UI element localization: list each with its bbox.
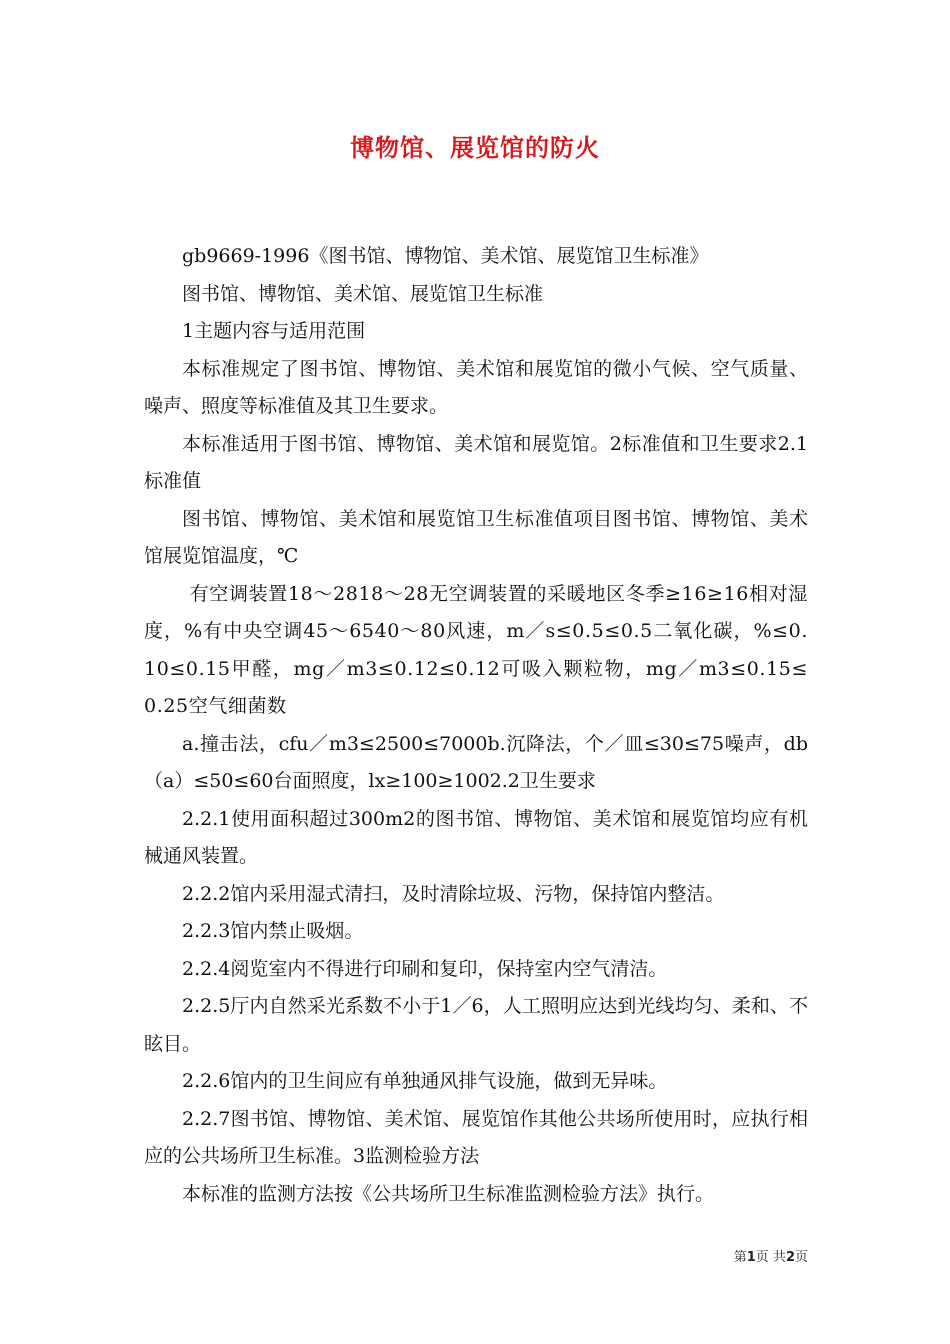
paragraph-standard-reference: gb9669-1996《图书馆、博物馆、美术馆、展览馆卫生标准》: [182, 245, 709, 267]
page-number-footer: [734, 1246, 808, 1265]
paragraph-2-2-5: 2.2.5厅内自然采光系数不小于1／6，人工照明应达到光线均匀、柔和、不眩目。: [144, 995, 808, 1055]
paragraph-applicability: 本标准适用于图书馆、博物馆、美术馆和展览馆。2标准值和卫生要求2.1标准值: [144, 432, 808, 492]
paragraph-2-2-1: 2.2.1使用面积超过300m2的图书馆、博物馆、美术馆和展览馆均应有机械通风装置。: [144, 807, 808, 867]
document-body: [144, 238, 808, 1213]
paragraph-2-2-6: 2.2.6馆内的卫生间应有单独通风排气设施，做到无异味。: [182, 1070, 668, 1092]
paragraph-bacteria-noise-lighting: a.撞击法，cfu／m3≤2500≤7000b.沉降法，个／皿≤30≤75噪声，db（a）≤50≤60台面照度，lx≥100≥1002.2卫生要求: [144, 732, 808, 792]
paragraph-monitoring-method: 本标准的监测方法按《公共场所卫生标准监测检验方法》执行。: [182, 1182, 715, 1205]
paragraph-section-1-heading: 1主题内容与适用范围: [182, 320, 366, 342]
paragraph-standard-values-header: 图书馆、博物馆、美术馆和展览馆卫生标准值项目图书馆、博物馆、美术馆展览馆温度，℃: [144, 507, 808, 567]
footer-middle: 页 共: [755, 1250, 786, 1265]
paragraph-standard-values-data: 有空调装置18～2818～28无空调装置的采暖地区冬季≥16≥16相对湿度，%有中央空调45～6540～80风速，m／s≤0.5≤0.5二氧化碳，%≤0.10≤0.15甲醛，mg／m3≤0.12≤0.12可吸入颗粒物，mg／m3≤0.15≤0.25空气细菌数: [144, 582, 808, 717]
paragraph-scope: 本标准规定了图书馆、博物馆、美术馆和展览馆的微小气候、空气质量、噪声、照度等标准值及其卫生要求。: [144, 357, 808, 417]
paragraph-2-2-7: 2.2.7图书馆、博物馆、美术馆、展览馆作其他公共场所使用时，应执行相应的公共场所卫生标准。3监测检验方法: [144, 1107, 808, 1167]
footer-current-page: 1: [746, 1250, 756, 1265]
paragraph-2-2-3: 2.2.3馆内禁止吸烟。: [182, 920, 364, 942]
paragraph-2-2-2: 2.2.2馆内采用湿式清扫，及时清除垃圾、污物，保持馆内整洁。: [182, 882, 725, 905]
footer-prefix: 第: [733, 1250, 747, 1265]
paragraph-standard-name: 图书馆、博物馆、美术馆、展览馆卫生标准: [182, 282, 544, 305]
document-title: 博物馆、展览馆的防火: [350, 133, 600, 162]
paragraph-2-2-4: 2.2.4阅览室内不得进行印刷和复印，保持室内空气清洁。: [182, 957, 668, 980]
footer-total-pages: 2: [785, 1250, 795, 1265]
footer-suffix: 页: [794, 1250, 808, 1265]
